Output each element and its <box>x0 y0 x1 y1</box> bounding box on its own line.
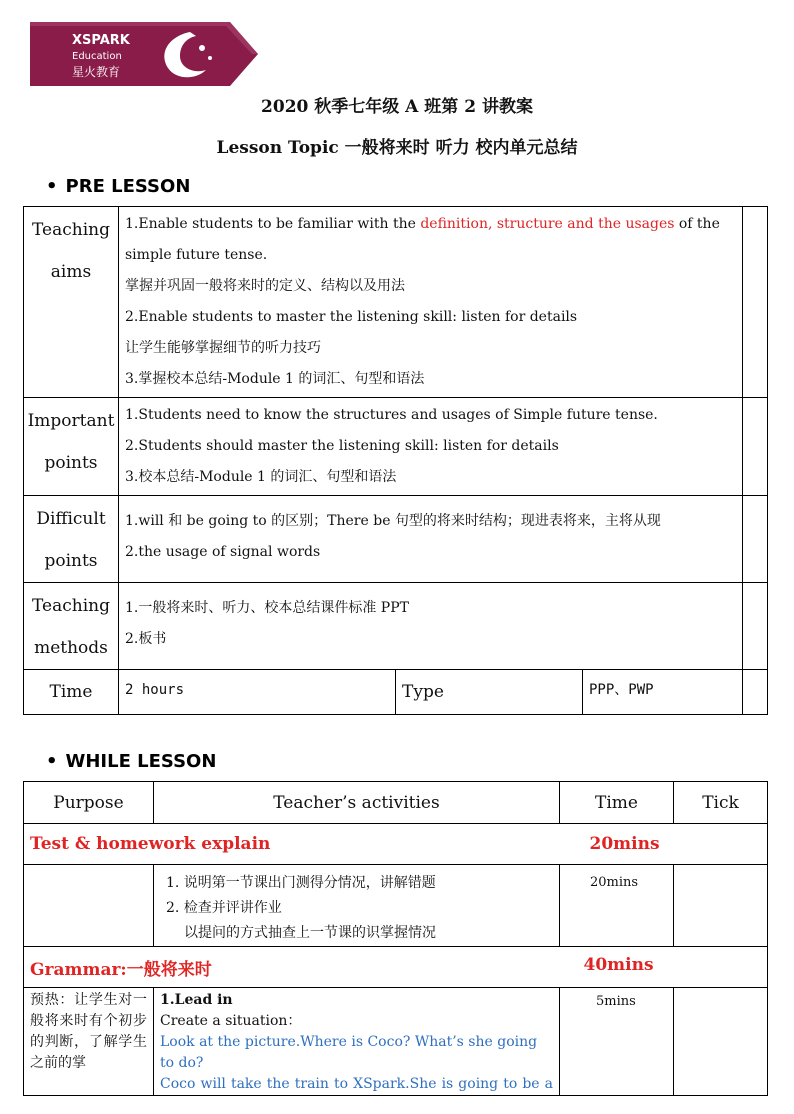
table-row <box>24 398 768 496</box>
difficult-content: 1.will 和 be going to 的区别；There be 句型的将来时结构；现进表将来，主将从现 2.the usage of signal words <box>119 496 743 583</box>
while-lesson-heading: • WHILE LESSON <box>46 751 217 772</box>
col-activities: Teacher’s activities <box>154 782 560 824</box>
aims-content: 1.Enable students to be familiar with the definition, structure and the usages of the simple future tense. 掌握并巩固一般将来时的定义、结构以及用法 2.Enable students to master the listening skill: listen for details 让学生能够掌握细节的听力技巧 3.掌握校本总结-Module 1 的词汇、句型和语法 <box>119 207 743 398</box>
section-row <box>24 824 768 865</box>
aims-label: Teaching aims <box>24 207 119 398</box>
grammar-time: 5mins <box>560 988 674 1096</box>
important-content: 1.Students need to know the structures and usages of Simple future tense. 2.Students should master the listening skill: listen for details 3.校本总结-Module 1 的词汇、句型和语法 <box>119 398 743 496</box>
while-lesson-table <box>23 781 768 1096</box>
test-time: 20mins <box>560 865 674 947</box>
logo-sub: Education <box>72 51 122 62</box>
section-test-homework: Test & homework explain 20mins <box>24 824 768 865</box>
lesson-topic: Lesson Topic 一般将来时 听力 校内单元总结 <box>216 138 578 158</box>
col-time: Time <box>560 782 674 824</box>
table-row <box>24 865 768 947</box>
pre-lesson-heading: • PRE LESSON <box>46 176 191 197</box>
section-row <box>24 947 768 988</box>
type-value: PPP、PWP <box>583 670 743 715</box>
section-grammar: Grammar:一般将来时 40mins <box>24 947 768 988</box>
logo-brand: XSPARK <box>72 33 130 48</box>
time-value: 2 hours <box>119 670 396 715</box>
table-row <box>24 496 768 583</box>
col-purpose: Purpose <box>24 782 154 824</box>
table-row <box>24 782 768 824</box>
grammar-activities: 1.Lead in Create a situation： Look at the picture.Where is Coco? What’s she going to do? Coco will take the train to XSpark.She is going to be a <box>154 988 560 1096</box>
difficult-label: Difficult points <box>24 496 119 583</box>
methods-label: Teaching methods <box>24 583 119 670</box>
xspark-logo <box>30 18 260 90</box>
page-title: 2020 秋季七年级 A 班第 2 讲教案 <box>261 97 533 117</box>
table-row <box>24 988 768 1096</box>
col-tick: Tick <box>674 782 768 824</box>
methods-content: 1.一般将来时、听力、校本总结课件标准 PPT 2.板书 <box>119 583 743 670</box>
logo-cn: 星火教育 <box>72 65 121 79</box>
table-row <box>24 207 768 398</box>
pre-lesson-table <box>23 206 768 715</box>
test-activities: 1. 说明第一节课出门测得分情况，讲解错题 2. 检查并评讲作业 以提问的方式抽查上一节课的识掌握情况 <box>154 865 560 947</box>
time-label: Time <box>24 670 119 715</box>
type-label: Type <box>396 670 583 715</box>
table-row <box>24 670 768 715</box>
table-row <box>24 583 768 670</box>
grammar-purpose: 预热：让学生对一般将来时有个初步的判断，了解学生之前的掌 <box>24 988 154 1096</box>
important-label: Important points <box>24 398 119 496</box>
